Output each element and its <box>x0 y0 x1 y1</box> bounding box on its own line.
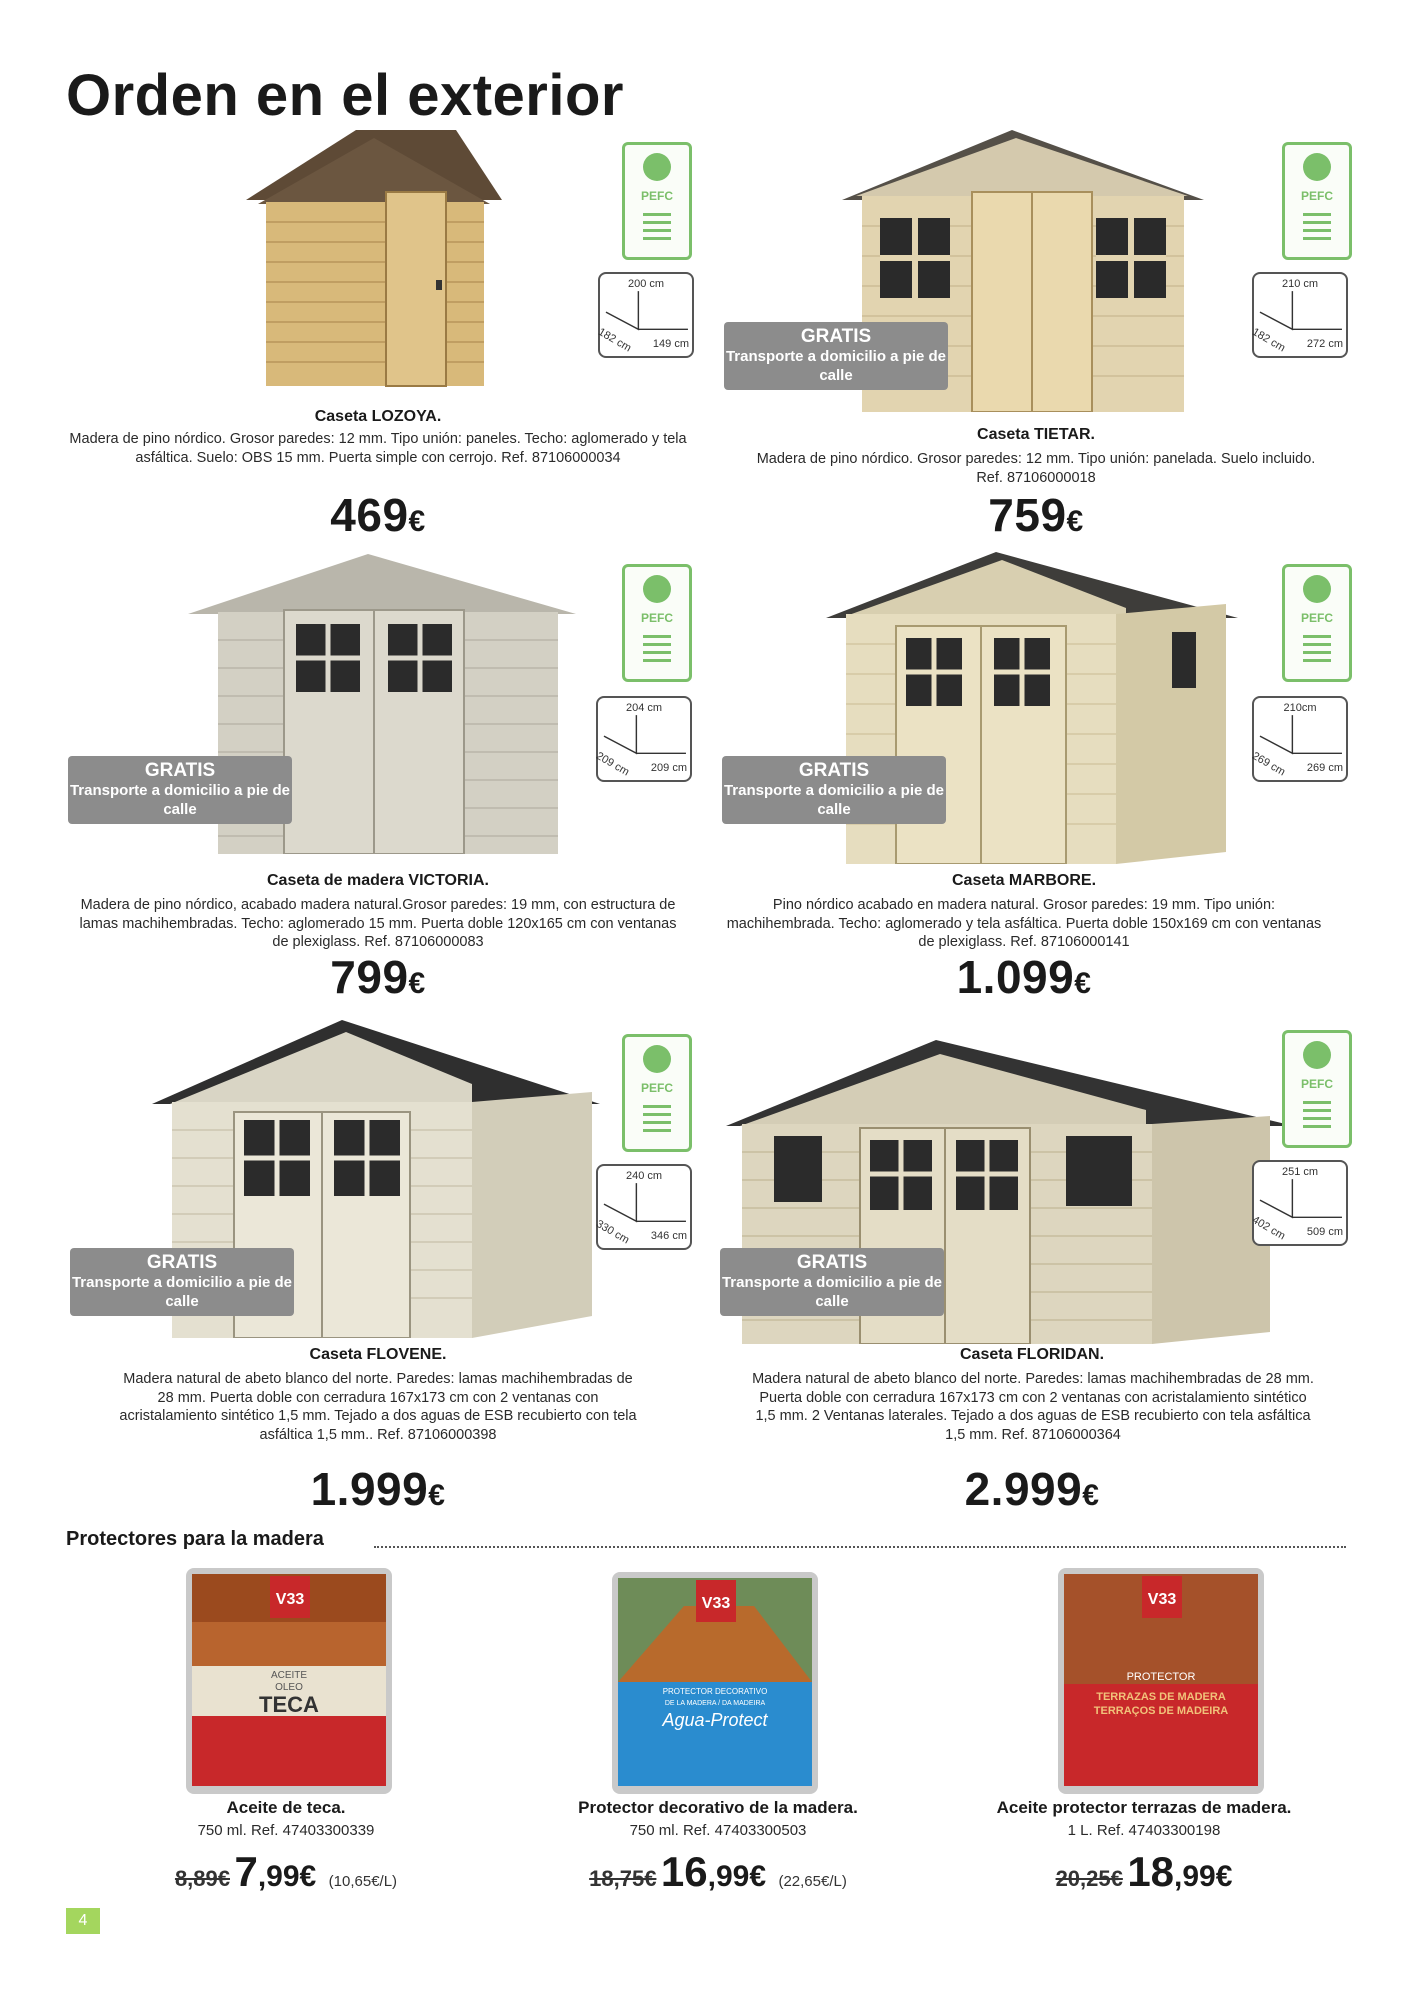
price-currency: € <box>1082 1479 1100 1512</box>
free-delivery-badge <box>720 1248 944 1316</box>
can-label-3: TERRAÇOS DE MADEIRA <box>1093 1705 1229 1717</box>
dim-depth: 209 cm <box>594 750 632 779</box>
can-brand: V33 <box>701 1595 731 1612</box>
badge-gratis: GRATIS <box>798 760 870 781</box>
price-currency: € <box>408 505 426 538</box>
product-name: Caseta de madera VICTORIA. <box>266 872 489 889</box>
badge-text: Transporte a domicilio a pie de calle <box>69 782 291 818</box>
product-ref: 750 ml. Ref. 47403300503 <box>629 1822 807 1839</box>
can-label-2: TERRAZAS DE MADERA <box>1096 1691 1226 1703</box>
badge-text: Transporte a domicilio a pie de calle <box>721 1274 943 1310</box>
can-label-2: OLEO <box>275 1682 303 1693</box>
svg-text:PEFC: PEFC <box>1300 189 1334 203</box>
badge-text: Transporte a domicilio a pie de calle <box>723 782 945 818</box>
pefc-logo <box>622 1034 692 1152</box>
shed-lozoya-image <box>246 130 502 388</box>
badge-text: Transporte a domicilio a pie de calle <box>725 348 947 384</box>
price-currency: € <box>1066 505 1084 538</box>
price-decimals: ,99€ <box>707 1860 766 1893</box>
dim-depth: 402 cm <box>1250 1214 1288 1243</box>
page-number: 4 <box>66 1908 100 1934</box>
dim-width: 209 cm <box>650 762 687 774</box>
price-amount: 18 <box>1127 1848 1175 1895</box>
svg-text:PEFC: PEFC <box>1300 1077 1334 1091</box>
svg-text:PEFC: PEFC <box>640 611 674 625</box>
unit-price: (10,65€/L) <box>328 1873 398 1890</box>
price-amount: 759 <box>988 489 1067 541</box>
product-price <box>720 1462 1344 1516</box>
new-price <box>234 1848 316 1895</box>
product-price <box>712 950 1336 1004</box>
dim-depth: 182 cm <box>596 326 634 355</box>
dimensions-diagram <box>1252 1160 1348 1246</box>
pefc-logo <box>622 142 692 260</box>
product-name: Aceite de teca. <box>226 1798 346 1817</box>
dim-width: 272 cm <box>1306 338 1343 350</box>
product-price <box>954 1848 1334 1896</box>
price-decimals: ,99€ <box>257 1860 317 1893</box>
product-price <box>66 488 690 542</box>
dim-height: 210 cm <box>1281 278 1319 290</box>
product-description: Madera de pino nórdico. Grosor paredes: 12 mm. Tipo unión: panelada. Suelo incluido. Ref. 87106000018 <box>756 451 1316 486</box>
svg-text:PEFC: PEFC <box>640 189 674 203</box>
product-description: Pino nórdico acabado en madera natural. Grosor paredes: 19 mm. Tipo unión: machihembrada. Techo: aglomerado y tela asfáltica. Puerta doble 150x169 cm con ventanas de plexiglass. Ref. 87106000141 <box>726 897 1322 950</box>
free-delivery-badge <box>724 322 948 390</box>
product-description: Madera de pino nórdico. Grosor paredes: 12 mm. Tipo unión: paneles. Techo: aglomerado y tela asfáltica. Suelo: OBS 15 mm. Puerta simple con cerrojo. Ref. 87106000034 <box>69 431 687 466</box>
badge-gratis: GRATIS <box>796 1252 868 1273</box>
dim-width: 269 cm <box>1306 762 1343 774</box>
product-price <box>528 1848 908 1896</box>
dim-height: 240 cm <box>625 1170 663 1182</box>
dim-height: 210cm <box>1283 702 1317 714</box>
teca-oil-can-image <box>178 1562 400 1798</box>
dim-depth: 269 cm <box>1250 750 1288 779</box>
old-price: 8,89€ <box>174 1866 230 1891</box>
unit-price: (22,65€/L) <box>778 1873 847 1890</box>
product-name: Caseta TIETAR. <box>977 426 1095 443</box>
old-price: 18,75€ <box>589 1866 657 1891</box>
dim-depth: 182 cm <box>1250 326 1288 355</box>
product-name: Caseta FLOVENE. <box>309 1346 447 1363</box>
section-title: Protectores para la madera <box>66 1528 324 1550</box>
dim-width: 149 cm <box>652 338 689 350</box>
product-price <box>66 1462 690 1516</box>
product-name: Caseta FLORIDAN. <box>959 1346 1105 1363</box>
new-price <box>661 1848 766 1895</box>
price-amount: 16 <box>660 1848 708 1895</box>
price-currency: € <box>408 967 426 1000</box>
badge-gratis: GRATIS <box>146 1252 218 1273</box>
price-amount: 7 <box>234 1848 258 1895</box>
product-description: Madera natural de abeto blanco del norte. Paredes: lamas machihembradas de 28 mm. Puerta doble con cerradura 167x173 cm con 2 ventanas con acristalamiento sintético 1,5 mm. 2 Ventanas laterales. Tejado a dos aguas de ESB recubierto con tela asfáltica 1,5 mm. Ref. 87106000364 <box>752 1371 1314 1443</box>
dim-height: 200 cm <box>627 278 665 290</box>
product-name: Caseta MARBORE. <box>951 872 1097 889</box>
product-name: Protector decorativo de la madera. <box>578 1798 858 1817</box>
price-amount: 1.099 <box>956 951 1075 1003</box>
pefc-logo <box>1282 142 1352 260</box>
old-price: 20,25€ <box>1055 1866 1123 1891</box>
product-description: Madera natural de abeto blanco del norte. Paredes: lamas machihembradas de 28 mm. Puerta doble con cerradura 167x173 cm con 2 ventanas con acristalamiento sintético 1,5 mm. Tejado a dos aguas de ESB recubierto con tela asfáltica 1,5 mm.. Ref. 87106000398 <box>119 1371 637 1443</box>
dimensions-diagram <box>1252 272 1348 358</box>
new-price <box>1127 1848 1232 1895</box>
product-ref: 750 ml. Ref. 47403300339 <box>197 1822 375 1839</box>
pefc-logo <box>1282 564 1352 682</box>
product-price <box>724 488 1348 542</box>
section-divider <box>374 1546 1346 1548</box>
dim-width: 346 cm <box>650 1230 687 1242</box>
price-amount: 799 <box>330 951 409 1003</box>
product-name: Caseta LOZOYA. <box>314 408 442 425</box>
product-name: Aceite protector terrazas de madera. <box>996 1798 1292 1817</box>
agua-protect-can-image <box>604 1566 826 1798</box>
dim-height: 204 cm <box>625 702 663 714</box>
price-decimals: ,99€ <box>1174 1860 1233 1893</box>
page-title: Orden en el exterior <box>66 63 624 128</box>
free-delivery-badge <box>722 756 946 824</box>
badge-text: Transporte a domicilio a pie de calle <box>71 1274 293 1310</box>
terrace-oil-can-image <box>1050 1562 1272 1798</box>
can-label-3: Agua-Protect <box>662 1710 768 1730</box>
can-label-3: TECA <box>259 1692 319 1717</box>
dim-width: 509 cm <box>1306 1226 1343 1238</box>
dim-height: 251 cm <box>1281 1166 1319 1178</box>
price-currency: € <box>1074 967 1092 1000</box>
pefc-logo <box>622 564 692 682</box>
dimensions-diagram <box>596 696 692 782</box>
badge-gratis: GRATIS <box>800 326 872 347</box>
free-delivery-badge <box>70 1248 294 1316</box>
dimensions-diagram <box>1252 696 1348 782</box>
can-brand: V33 <box>275 1591 305 1608</box>
product-ref: 1 L. Ref. 47403300198 <box>1067 1822 1221 1839</box>
svg-text:PEFC: PEFC <box>640 1081 674 1095</box>
can-label-2: DE LA MADERA / DA MADEIRA <box>664 1700 766 1707</box>
price-amount: 469 <box>330 489 409 541</box>
price-amount: 2.999 <box>964 1463 1083 1515</box>
dim-depth: 330 cm <box>594 1218 632 1247</box>
dimensions-diagram <box>596 1164 692 1250</box>
price-currency: € <box>428 1479 446 1512</box>
can-label-1: PROTECTOR DECORATIVO <box>662 1687 768 1696</box>
product-price <box>66 950 690 1004</box>
can-label-1: ACEITE <box>270 1670 308 1681</box>
can-brand: V33 <box>1147 1591 1177 1608</box>
svg-text:PEFC: PEFC <box>1300 611 1334 625</box>
badge-gratis: GRATIS <box>144 760 216 781</box>
can-label-1: PROTECTOR <box>1126 1671 1196 1683</box>
product-description: Madera de pino nórdico, acabado madera natural.Grosor paredes: 19 mm, con estructura de lamas machihembradas. Techo: aglomerado 15 mm. Puerta doble 120x165 cm con ventanas de plexiglass. Ref. 87106000083 <box>79 897 677 950</box>
pefc-logo <box>1282 1030 1352 1148</box>
dimensions-diagram <box>598 272 694 358</box>
price-amount: 1.999 <box>310 1463 429 1515</box>
free-delivery-badge <box>68 756 292 824</box>
product-price <box>96 1848 476 1896</box>
